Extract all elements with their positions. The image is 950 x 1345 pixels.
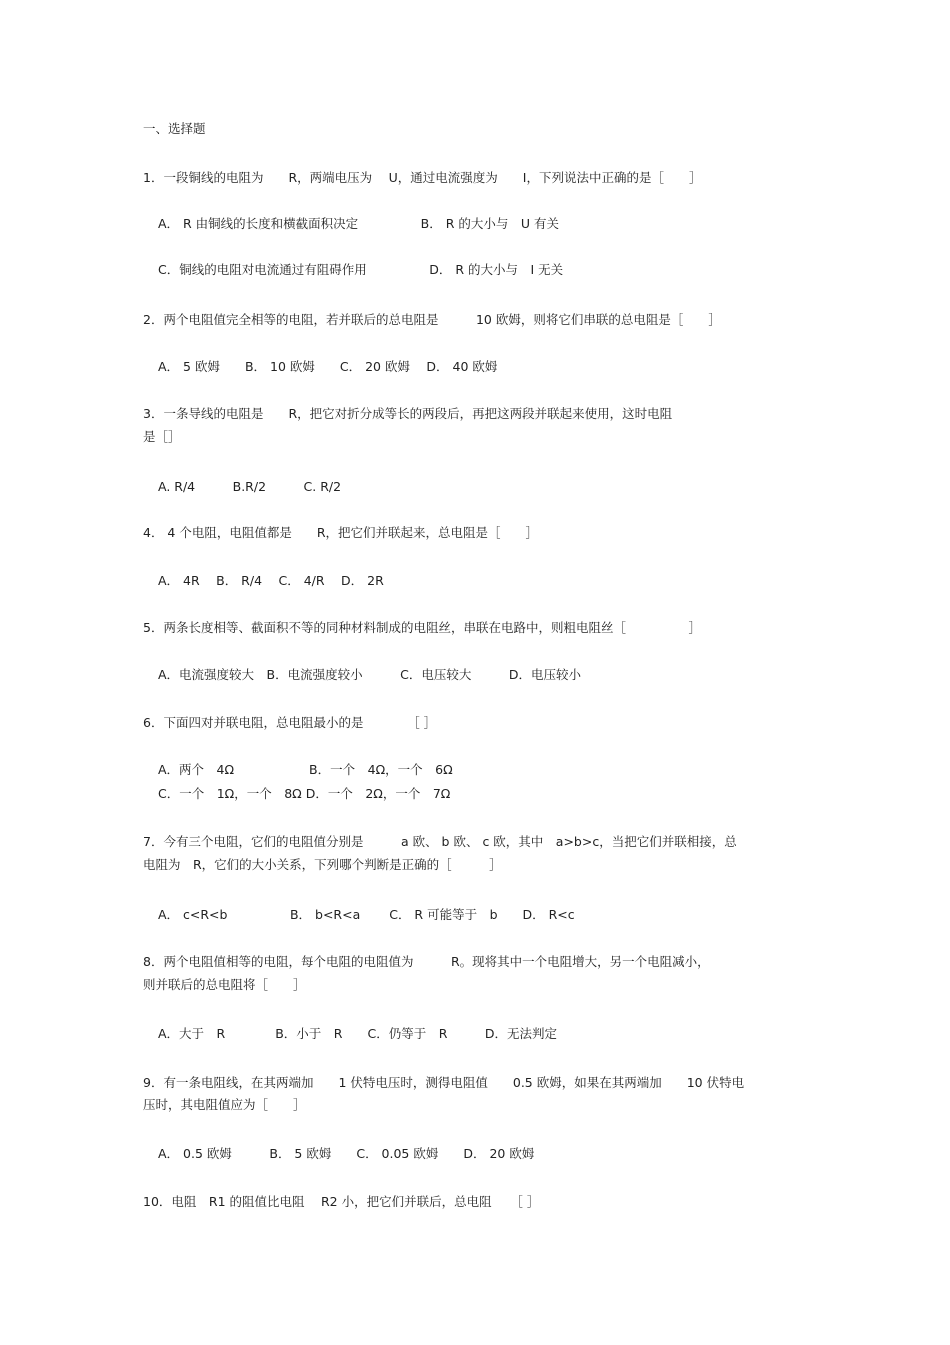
question-6-options-row-2: C．一个 1Ω，一个 8Ω D．一个 2Ω，一个 7Ω <box>158 786 451 801</box>
question-2-options: A． 5 欧姆 B． 10 欧姆 C． 20 欧姆 D． 40 欧姆 <box>158 359 498 374</box>
question-2-stem: 2．两个电阻值完全相等的电阻，若并联后的总电阻是 10 欧姆，则将它们串联的总电阻是［ ］ <box>143 312 721 327</box>
question-3-stem-line-2: 是［］ <box>143 429 181 444</box>
question-4-options: A． 4R B． R/4 C． 4/R D． 2R <box>158 573 384 588</box>
question-1-options-row-2: C．铜线的电阻对电流通过有阻碍作用 D． R 的大小与 I 无关 <box>158 262 564 277</box>
question-8-options: A．大于 R B．小于 R C．仍等于 R D．无法判定 <box>158 1026 558 1041</box>
question-5-options: A．电流强度较大 B．电流强度较小 C．电压较大 D．电压较小 <box>158 667 581 682</box>
question-3-stem-line-1: 3．一条导线的电阻是 R，把它对折分成等长的两段后，再把这两段并联起来使用，这时电阻 <box>143 406 673 421</box>
question-5-stem: 5．两条长度相等、截面积不等的同种材料制成的电阻丝，串联在电路中，则粗电阻丝［ ］ <box>143 620 701 635</box>
question-8-stem-line-2: 则并联后的总电阻将［ ］ <box>143 977 306 992</box>
question-7-stem-line-1: 7．今有三个电阻，它们的电阻值分别是 a 欧、 b 欧、 c 欧，其中 a>b>c，当把它们并联相接，总 <box>143 834 737 849</box>
question-9-stem-line-1: 9．有一条电阻线，在其两端加 1 伏特电压时，测得电阻值 0.5 欧姆，如果在其两端加 10 伏特电 <box>143 1075 745 1090</box>
question-7-options: A． c<R<b B． b<R<a C． R 可能等于 b D． R<c <box>158 907 575 922</box>
section-title: 一、选择题 <box>143 121 206 136</box>
question-7-stem-line-2: 电阻为 R，它们的大小关系，下列哪个判断是正确的［ ］ <box>143 857 502 872</box>
question-9-options: A． 0.5 欧姆 B． 5 欧姆 C． 0.05 欧姆 D． 20 欧姆 <box>158 1146 535 1161</box>
question-1-stem: 1．一段铜线的电阻为 R，两端电压为 U，通过电流强度为 I，下列说法中正确的是［ ］ <box>143 170 702 185</box>
question-6-stem: 6．下面四对并联电阻，总电阻最小的是 ［ ］ <box>143 715 437 730</box>
question-6-options-row-1: A．两个 4Ω B．一个 4Ω，一个 6Ω <box>158 762 453 777</box>
question-10-stem: 10．电阻 R1 的阻值比电阻 R2 小，把它们并联后，总电阻 ［ ］ <box>143 1194 540 1209</box>
question-3-options: A. R/4 B.R/2 C. R/2 <box>158 479 342 494</box>
question-8-stem-line-1: 8．两个电阻值相等的电阻，每个电阻的电阻值为 R。现将其中一个电阻增大，另一个电阻减小， <box>143 954 710 969</box>
question-9-stem-line-2: 压时，其电阻值应为［ ］ <box>143 1097 306 1112</box>
question-1-options-row-1: A． R 由铜线的长度和横截面积决定 B． R 的大小与 U 有关 <box>158 216 560 231</box>
question-4-stem: 4． 4 个电阻，电阻值都是 R，把它们并联起来，总电阻是［ ］ <box>143 525 539 540</box>
